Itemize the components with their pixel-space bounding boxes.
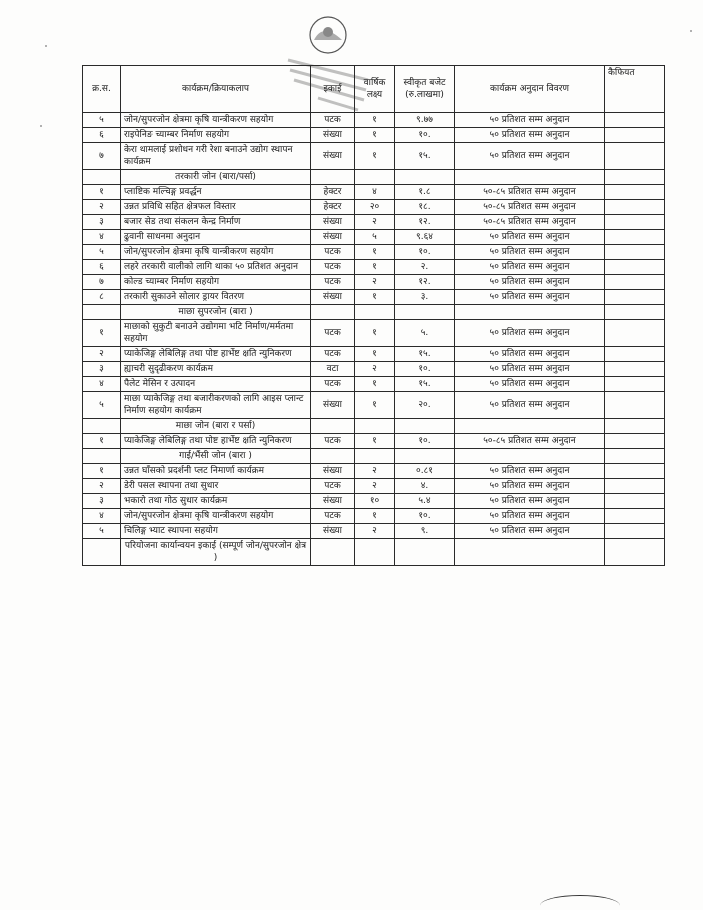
cell-unit: संख्या bbox=[311, 128, 355, 143]
cell-program: जोन/सुपरजोन क्षेत्रमा कृषि यान्त्रीकरण सहयोग bbox=[121, 245, 311, 260]
cell-program: राइपेनिङ च्याम्बर निर्माण सहयोग bbox=[121, 128, 311, 143]
cell-remarks bbox=[605, 128, 665, 143]
section-title: गाई/भैंसी जोन (बारा ) bbox=[121, 449, 311, 464]
cell-budget: १५. bbox=[395, 377, 455, 392]
cell-remarks bbox=[605, 479, 665, 494]
cell-unit: पटक bbox=[311, 434, 355, 449]
table-row bbox=[83, 113, 665, 128]
cell-program: जोन/सुपरजोन क्षेत्रमा कृषि यान्त्रीकरण सहयोग bbox=[121, 509, 311, 524]
cell-unit: पटक bbox=[311, 347, 355, 362]
cell-program: जोन/सुपरजोन क्षेत्रमा कृषि यान्त्रीकरण सहयोग bbox=[121, 113, 311, 128]
cell-unit: हेक्टर bbox=[311, 200, 355, 215]
table-row bbox=[83, 392, 665, 419]
cell-target: २ bbox=[355, 362, 395, 377]
cell-budget: ९.७७ bbox=[395, 113, 455, 128]
section-blank-cell bbox=[355, 419, 395, 434]
header-remarks: कैफियत bbox=[605, 66, 665, 113]
cell-unit: पटक bbox=[311, 479, 355, 494]
cell-program: माछा प्याकेजिङ्ग तथा बजारीकरणको लागि आइस प्लान्ट निर्माण सहयोग कार्यक्रम bbox=[121, 392, 311, 419]
section-blank-cell bbox=[83, 305, 121, 320]
cell-remarks bbox=[605, 215, 665, 230]
cell-program: ह्याचरी सुदृढीकरण कार्यक्रम bbox=[121, 362, 311, 377]
cell-program: माछाको सुकुटी बनाउने उद्योगमा भटि निर्माण/मर्मतमा सहयोग bbox=[121, 320, 311, 347]
section-blank-cell bbox=[395, 419, 455, 434]
cell-unit: पटक bbox=[311, 377, 355, 392]
cell-budget: २०. bbox=[395, 392, 455, 419]
cell-detail: ५० प्रतिशत सम्म अनुदान bbox=[455, 260, 605, 275]
section-blank-cell bbox=[605, 170, 665, 185]
table-row bbox=[83, 377, 665, 392]
section-blank-cell bbox=[311, 305, 355, 320]
cell-sn: १ bbox=[83, 185, 121, 200]
cell-budget: १२. bbox=[395, 215, 455, 230]
cell-target: १ bbox=[355, 113, 395, 128]
cell-sn: ५ bbox=[83, 392, 121, 419]
table-row bbox=[83, 347, 665, 362]
cell-budget: ३. bbox=[395, 290, 455, 305]
section-blank-cell bbox=[605, 305, 665, 320]
cell-program: लहरे तरकारी वालीको लागि थाका ५० प्रतिशत अनुदान bbox=[121, 260, 311, 275]
cell-budget: ९. bbox=[395, 524, 455, 539]
cell-remarks bbox=[605, 143, 665, 170]
table-row bbox=[83, 230, 665, 245]
cell-target: १ bbox=[355, 347, 395, 362]
cell-program: उन्नत प्रविधि सहित क्षेत्रफल विस्तार bbox=[121, 200, 311, 215]
cell-budget: १०. bbox=[395, 245, 455, 260]
cell-remarks bbox=[605, 290, 665, 305]
cell-target: २० bbox=[355, 200, 395, 215]
cell-budget: ४. bbox=[395, 479, 455, 494]
cell-target: १ bbox=[355, 434, 395, 449]
cell-budget: १०. bbox=[395, 509, 455, 524]
header-sn: क्र.स. bbox=[83, 66, 121, 113]
section-header-row bbox=[83, 449, 665, 464]
cell-unit: संख्या bbox=[311, 230, 355, 245]
cell-detail: ५० प्रतिशत सम्म अनुदान bbox=[455, 392, 605, 419]
cell-program: प्लाष्टिक मल्चिङ्ग प्रवर्द्धन bbox=[121, 185, 311, 200]
scan-speck bbox=[40, 125, 42, 127]
table-row bbox=[83, 524, 665, 539]
cell-target: ४ bbox=[355, 185, 395, 200]
cell-remarks bbox=[605, 362, 665, 377]
cell-unit: संख्या bbox=[311, 290, 355, 305]
section-blank-cell bbox=[311, 170, 355, 185]
table-row bbox=[83, 494, 665, 509]
cell-sn: ७ bbox=[83, 143, 121, 170]
cell-remarks bbox=[605, 392, 665, 419]
cell-sn: ६ bbox=[83, 260, 121, 275]
cell-remarks bbox=[605, 320, 665, 347]
table-body bbox=[83, 113, 665, 566]
section-blank-cell bbox=[355, 539, 395, 566]
section-blank-cell bbox=[395, 539, 455, 566]
cell-unit: वटा bbox=[311, 362, 355, 377]
table-row bbox=[83, 479, 665, 494]
section-blank-cell bbox=[83, 419, 121, 434]
cell-sn: २ bbox=[83, 479, 121, 494]
cell-program: केरा थामलाई प्रशोधन गरी रेशा बनाउने उद्योग स्थापन कार्यक्रम bbox=[121, 143, 311, 170]
section-blank-cell bbox=[355, 449, 395, 464]
cell-program: चिलिङ्ग भ्याट स्थापना सहयोग bbox=[121, 524, 311, 539]
table-row bbox=[83, 260, 665, 275]
cell-sn: ६ bbox=[83, 128, 121, 143]
section-blank-cell bbox=[455, 449, 605, 464]
cell-remarks bbox=[605, 509, 665, 524]
cell-target: १० bbox=[355, 494, 395, 509]
cell-unit: संख्या bbox=[311, 143, 355, 170]
section-title: तरकारी जोन (बारा/पर्सा) bbox=[121, 170, 311, 185]
cell-remarks bbox=[605, 185, 665, 200]
cell-program: प्याकेजिङ्ग लेबिलिङ्ग तथा पोष्ट हार्भेष्ट क्षति न्युनिकरण bbox=[121, 434, 311, 449]
cell-target: १ bbox=[355, 320, 395, 347]
cell-sn: १ bbox=[83, 434, 121, 449]
cell-sn: २ bbox=[83, 347, 121, 362]
cell-detail: ५० प्रतिशत सम्म अनुदान bbox=[455, 245, 605, 260]
cell-budget: ५. bbox=[395, 320, 455, 347]
header-detail: कार्यक्रम अनुदान विवरण bbox=[455, 66, 605, 113]
cell-budget: ५.४ bbox=[395, 494, 455, 509]
cell-program: उन्नत घाँसको प्रदर्शनी प्लट निमार्णा कार्यक्रम bbox=[121, 464, 311, 479]
cell-detail: ५० प्रतिशत सम्म अनुदान bbox=[455, 509, 605, 524]
table-row bbox=[83, 215, 665, 230]
cell-sn: ५ bbox=[83, 113, 121, 128]
cell-program: बजार सेड तथा संकलन केन्द्र निर्माण bbox=[121, 215, 311, 230]
cell-sn: १ bbox=[83, 320, 121, 347]
cell-remarks bbox=[605, 377, 665, 392]
cell-remarks bbox=[605, 230, 665, 245]
cell-budget: १०. bbox=[395, 362, 455, 377]
cell-program: प्याकेजिङ्ग लेबिलिङ्ग तथा पोष्ट हार्भेष्ट क्षति न्युनिकरण bbox=[121, 347, 311, 362]
stamp-edge-fragment bbox=[540, 895, 620, 916]
cell-detail: ५०-८५ प्रतिशत सम्म अनुदान bbox=[455, 200, 605, 215]
cell-detail: ५०-८५ प्रतिशत सम्म अनुदान bbox=[455, 215, 605, 230]
cell-detail: ५० प्रतिशत सम्म अनुदान bbox=[455, 464, 605, 479]
cell-detail: ५० प्रतिशत सम्म अनुदान bbox=[455, 320, 605, 347]
table-row bbox=[83, 185, 665, 200]
cell-sn: ३ bbox=[83, 362, 121, 377]
section-blank-cell bbox=[455, 419, 605, 434]
section-blank-cell bbox=[395, 170, 455, 185]
cell-unit: पटक bbox=[311, 245, 355, 260]
cell-budget: २. bbox=[395, 260, 455, 275]
table-row bbox=[83, 509, 665, 524]
cell-target: १ bbox=[355, 128, 395, 143]
table-row bbox=[83, 320, 665, 347]
cell-sn: ४ bbox=[83, 377, 121, 392]
section-blank-cell bbox=[395, 449, 455, 464]
cell-detail: ५० प्रतिशत सम्म अनुदान bbox=[455, 290, 605, 305]
cell-sn: ३ bbox=[83, 215, 121, 230]
cell-unit: संख्या bbox=[311, 494, 355, 509]
section-blank-cell bbox=[605, 419, 665, 434]
cell-remarks bbox=[605, 113, 665, 128]
section-blank-cell bbox=[83, 539, 121, 566]
cell-detail: ५० प्रतिशत सम्म अनुदान bbox=[455, 479, 605, 494]
cell-remarks bbox=[605, 494, 665, 509]
section-blank-cell bbox=[605, 539, 665, 566]
cell-target: १ bbox=[355, 260, 395, 275]
table-row bbox=[83, 290, 665, 305]
cell-sn: ८ bbox=[83, 290, 121, 305]
cell-sn: ७ bbox=[83, 275, 121, 290]
cell-sn: ५ bbox=[83, 245, 121, 260]
section-blank-cell bbox=[455, 170, 605, 185]
cell-target: १ bbox=[355, 245, 395, 260]
header-program: कार्यक्रम/क्रियाकलाप bbox=[121, 66, 311, 113]
section-blank-cell bbox=[83, 449, 121, 464]
cell-budget: १०. bbox=[395, 128, 455, 143]
cell-budget: ९.६४ bbox=[395, 230, 455, 245]
section-blank-cell bbox=[83, 170, 121, 185]
table-row bbox=[83, 464, 665, 479]
section-header-row bbox=[83, 170, 665, 185]
cell-detail: ५० प्रतिशत सम्म अनुदान bbox=[455, 377, 605, 392]
section-blank-cell bbox=[605, 449, 665, 464]
section-blank-cell bbox=[311, 539, 355, 566]
cell-unit: संख्या bbox=[311, 215, 355, 230]
cell-target: २ bbox=[355, 215, 395, 230]
cell-unit: हेक्टर bbox=[311, 185, 355, 200]
cell-target: १ bbox=[355, 509, 395, 524]
cell-sn: ४ bbox=[83, 230, 121, 245]
cell-detail: ५०-८५ प्रतिशत सम्म अनुदान bbox=[455, 185, 605, 200]
cell-detail: ५० प्रतिशत सम्म अनुदान bbox=[455, 494, 605, 509]
section-header-row bbox=[83, 305, 665, 320]
section-header-row bbox=[83, 419, 665, 434]
cell-target: १ bbox=[355, 392, 395, 419]
section-title: परियोजना कार्यान्वयन इकाई (सम्पूर्ण जोन/सुपरजोन क्षेत्र ) bbox=[121, 539, 311, 566]
section-blank-cell bbox=[455, 539, 605, 566]
cell-budget: १२. bbox=[395, 275, 455, 290]
table-row bbox=[83, 200, 665, 215]
cell-unit: पटक bbox=[311, 275, 355, 290]
section-header-row bbox=[83, 539, 665, 566]
section-title: माछा जोन (बारा र पर्सा) bbox=[121, 419, 311, 434]
cell-unit: पटक bbox=[311, 113, 355, 128]
section-blank-cell bbox=[311, 419, 355, 434]
section-blank-cell bbox=[355, 305, 395, 320]
cell-program: भकारो तथा गोठ सुधार कार्यक्रम bbox=[121, 494, 311, 509]
header-budget: स्वीकृत बजेट (रु.लाखमा) bbox=[395, 66, 455, 113]
cell-target: १ bbox=[355, 290, 395, 305]
cell-unit: पटक bbox=[311, 260, 355, 275]
cell-sn: २ bbox=[83, 200, 121, 215]
cell-sn: ३ bbox=[83, 494, 121, 509]
cell-unit: पटक bbox=[311, 320, 355, 347]
header-target: वार्षिक लक्ष्य bbox=[355, 66, 395, 113]
scan-speck bbox=[45, 45, 47, 47]
cell-target: २ bbox=[355, 479, 395, 494]
cell-detail: ५० प्रतिशत सम्म अनुदान bbox=[455, 128, 605, 143]
table-row bbox=[83, 434, 665, 449]
cell-detail: ५० प्रतिशत सम्म अनुदान bbox=[455, 347, 605, 362]
cell-sn: १ bbox=[83, 464, 121, 479]
table-row bbox=[83, 362, 665, 377]
cell-target: २ bbox=[355, 275, 395, 290]
cell-sn: ५ bbox=[83, 524, 121, 539]
table-row bbox=[83, 143, 665, 170]
cell-program: डेरी पसल स्थापना तथा सुधार bbox=[121, 479, 311, 494]
section-blank-cell bbox=[355, 170, 395, 185]
cell-remarks bbox=[605, 464, 665, 479]
cell-budget: १५. bbox=[395, 143, 455, 170]
cell-program: तरकारी सुकाउने सोलार ड्रायर वितरण bbox=[121, 290, 311, 305]
cell-detail: ५० प्रतिशत सम्म अनुदान bbox=[455, 230, 605, 245]
cell-unit: पटक bbox=[311, 509, 355, 524]
cell-remarks bbox=[605, 260, 665, 275]
cell-remarks bbox=[605, 275, 665, 290]
cell-target: १ bbox=[355, 377, 395, 392]
cell-budget: १८. bbox=[395, 200, 455, 215]
cell-remarks bbox=[605, 245, 665, 260]
cell-program: पैलेट मेसिन र उत्पादन bbox=[121, 377, 311, 392]
cell-detail: ५० प्रतिशत सम्म अनुदान bbox=[455, 275, 605, 290]
cell-budget: १५. bbox=[395, 347, 455, 362]
scan-speck bbox=[690, 30, 692, 32]
cell-target: २ bbox=[355, 464, 395, 479]
cell-remarks bbox=[605, 200, 665, 215]
header-unit: इकाई bbox=[311, 66, 355, 113]
table-row bbox=[83, 275, 665, 290]
cell-budget: १.८ bbox=[395, 185, 455, 200]
section-title: माछा सुपरजोन (बारा ) bbox=[121, 305, 311, 320]
cell-detail: ५० प्रतिशत सम्म अनुदान bbox=[455, 143, 605, 170]
cell-remarks bbox=[605, 524, 665, 539]
cell-unit: संख्या bbox=[311, 524, 355, 539]
section-blank-cell bbox=[311, 449, 355, 464]
cell-target: १ bbox=[355, 143, 395, 170]
cell-budget: १०. bbox=[395, 434, 455, 449]
section-blank-cell bbox=[455, 305, 605, 320]
cell-budget: ०.८१ bbox=[395, 464, 455, 479]
cell-detail: ५० प्रतिशत सम्म अनुदान bbox=[455, 113, 605, 128]
cell-unit: संख्या bbox=[311, 464, 355, 479]
cell-program: ढुवानी साधनमा अनुदान bbox=[121, 230, 311, 245]
program-table bbox=[82, 65, 665, 566]
cell-remarks bbox=[605, 434, 665, 449]
cell-unit: संख्या bbox=[311, 392, 355, 419]
cell-detail: ५० प्रतिशत सम्म अनुदान bbox=[455, 524, 605, 539]
table-header-row bbox=[83, 66, 665, 113]
cell-program: कोल्ड च्याम्बर निर्माण सहयोग bbox=[121, 275, 311, 290]
cell-remarks bbox=[605, 347, 665, 362]
cell-target: २ bbox=[355, 524, 395, 539]
table-row bbox=[83, 128, 665, 143]
cell-sn: ४ bbox=[83, 509, 121, 524]
cell-detail: ५०-८५ प्रतिशत सम्म अनुदान bbox=[455, 434, 605, 449]
cell-detail: ५० प्रतिशत सम्म अनुदान bbox=[455, 362, 605, 377]
cell-target: ५ bbox=[355, 230, 395, 245]
section-blank-cell bbox=[395, 305, 455, 320]
table-row bbox=[83, 245, 665, 260]
